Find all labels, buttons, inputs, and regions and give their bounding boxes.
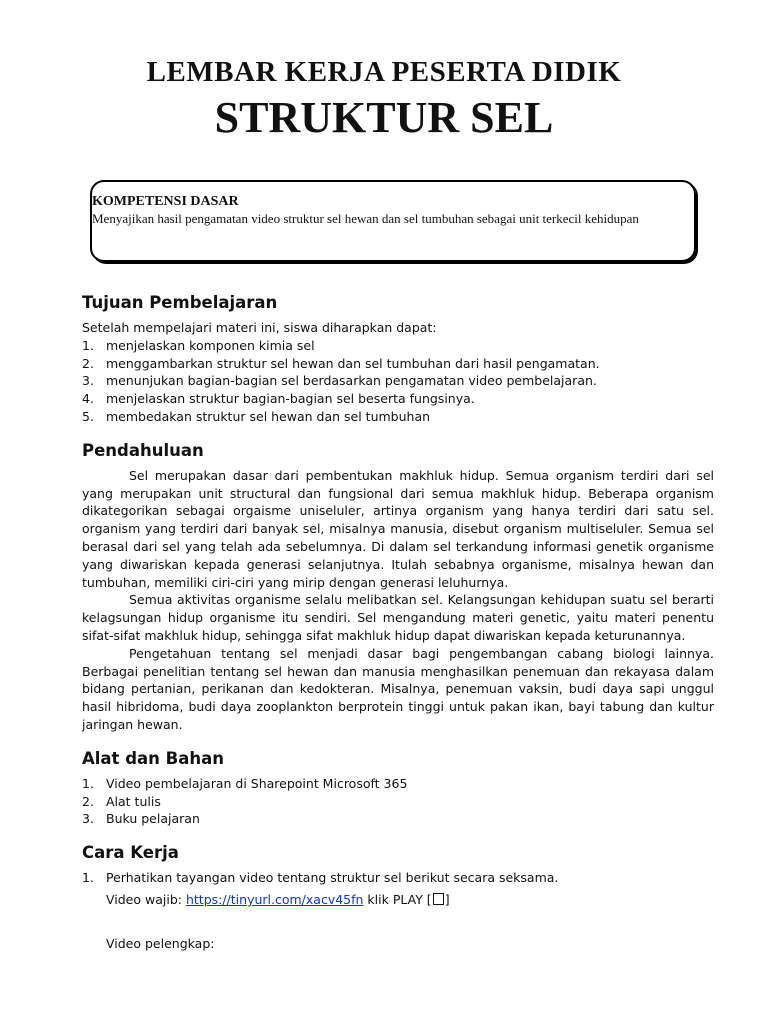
tujuan-section bbox=[82, 292, 714, 426]
list-item: 3. menunjukan bagian-bagian sel berdasarkan pengamatan video pembelajaran. bbox=[82, 373, 597, 389]
tujuan-heading: Tujuan Pembelajaran bbox=[82, 293, 278, 312]
list-item: 1. Perhatikan tayangan video tentang struktur sel berikut secara seksama. bbox=[82, 870, 559, 886]
tujuan-list bbox=[82, 337, 714, 426]
worksheet-title: LEMBAR KERJA PESERTA DIDIK bbox=[146, 56, 622, 88]
list-item: 1. Video pembelajaran di Sharepoint Microsoft 365 bbox=[82, 775, 408, 791]
list-item: 5. membedakan struktur sel hewan dan sel tumbuhan bbox=[82, 408, 431, 424]
list-item: 2. menggambarkan struktur sel hewan dan sel tumbuhan dari hasil pengamatan. bbox=[82, 355, 600, 371]
pendahuluan-paragraph-1: Sel merupakan dasar dari pembentukan makhluk hidup. Semua organism terdiri dari sel yang merupakan unit structural dan fungsional dari semua makhluk hidup. Beberapa organism dikategorikan sebagai orgaisme uniseluler, artinya organism yang hanya terdiri dari satu sel. organism yang terdiri dari banyak sel, misalnya manusia, disebut organism multiseluler. Semua sel berasal dari sel yang telah ada sebelumnya. Di dalam sel terkandung informasi genetik organisme yang diwariskan kepada generasi selanjutnya. Itulah sebabnya organisme, misalnya hewan dan tumbuhan, memiliki ciri-ciri yang mirip dengan generasi leluhurnya. bbox=[82, 467, 714, 590]
kompetensi-dasar-heading: KOMPETENSI DASAR bbox=[92, 194, 239, 209]
pendahuluan-paragraph-2: Semua aktivitas organisme selalu melibatkan sel. Kelangsungan kehidupan suatu sel berarti kelagsungan hidup organisme itu sendiri. Sel mengandung materi genetic, yaitu materi penentu sifat-sifat makhluk hidup, sehingga sifat makhluk hidup dapat diwariskan kepada keturunannya. bbox=[82, 592, 714, 643]
video-wajib-line bbox=[82, 891, 714, 909]
list-item: 4. menjelaskan struktur bagian-bagian sel beserta fungsinya. bbox=[82, 391, 475, 407]
cara-kerja-heading: Cara Kerja bbox=[82, 843, 179, 863]
cara-kerja-list bbox=[82, 869, 714, 887]
play-checkbox[interactable] bbox=[433, 893, 444, 905]
kompetensi-dasar-text: Menyajikan hasil pengamatan video struktur sel hewan dan sel tumbuhan sebagai unit terkecil kehidupan bbox=[92, 211, 639, 226]
pendahuluan-section bbox=[82, 440, 714, 734]
video-pelengkap-label: Video pelengkap: bbox=[106, 935, 215, 951]
tujuan-intro: Setelah mempelajari materi ini, siswa diharapkan dapat: bbox=[82, 320, 437, 335]
video-wajib-label: Video wajib: bbox=[106, 891, 182, 907]
pendahuluan-heading: Pendahuluan bbox=[82, 440, 204, 460]
alat-bahan-section bbox=[82, 748, 714, 828]
cara-kerja-section bbox=[82, 842, 714, 952]
alat-bahan-list bbox=[82, 775, 714, 828]
worksheet-content bbox=[82, 292, 714, 967]
list-item: 2. Alat tulis bbox=[82, 793, 161, 809]
worksheet-subtitle: STRUKTUR SEL bbox=[214, 93, 554, 142]
video-wajib-suffix: klik PLAY [ bbox=[363, 891, 432, 907]
video-wajib-close: ] bbox=[444, 891, 450, 907]
list-item: 3. Buku pelajaran bbox=[82, 811, 200, 827]
list-item: 1. menjelaskan komponen kimia sel bbox=[82, 337, 315, 353]
video-wajib-link[interactable]: https://tinyurl.com/xacv45fn bbox=[185, 891, 364, 907]
alat-bahan-heading: Alat dan Bahan bbox=[82, 748, 224, 768]
pendahuluan-paragraph-3: Pengetahuan tentang sel menjadi dasar bagi pengembangan cabang biologi lainnya. Berbagai penelitian tentang sel hewan dan manusia menghasilkan penemuan dan rekayasa dalam bidang pertanian, perikanan dan kedokteran. Misalnya, penemuan vaksin, budi daya sapi unggul hasil hibridoma, budi daya zooplankton berprotein tinggi untuk pakan ikan, bayi tabung dan kultur jaringan hewan. bbox=[82, 645, 714, 732]
